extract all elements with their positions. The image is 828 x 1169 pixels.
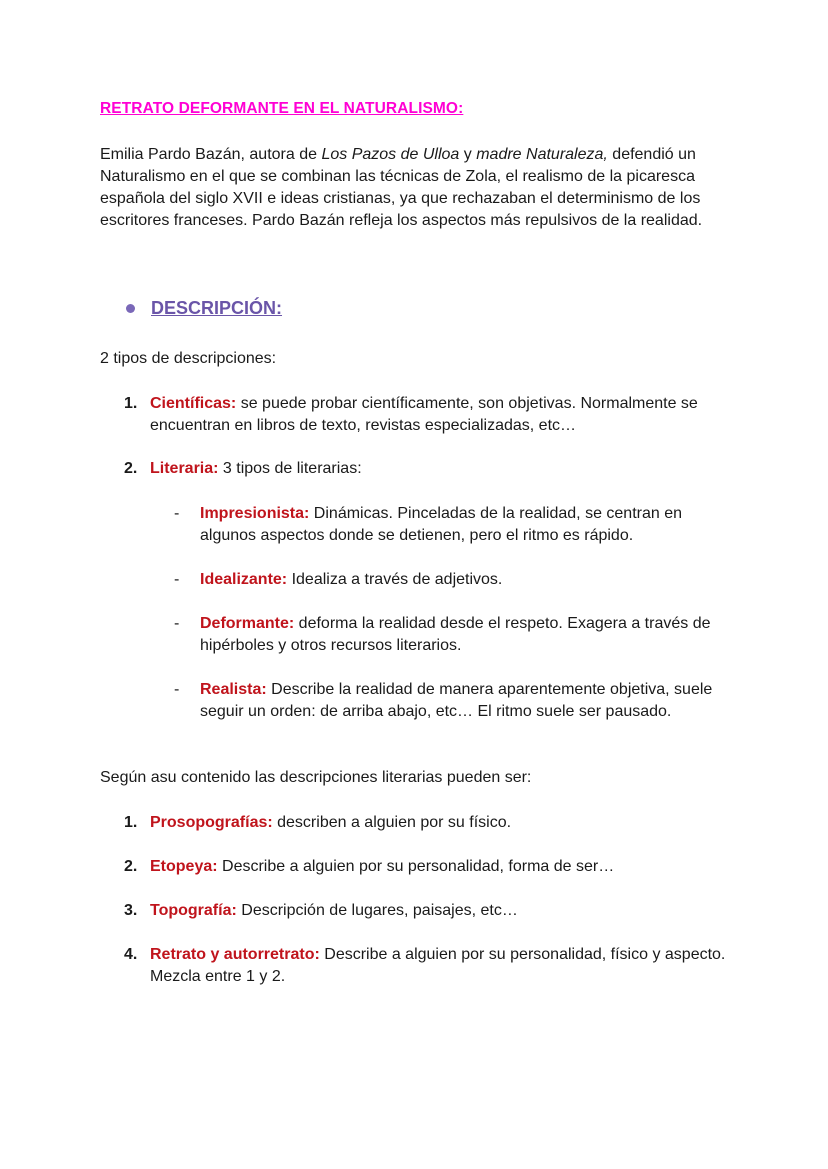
intro-text-2: y (459, 146, 477, 163)
sub-list-term: Realista: (200, 681, 267, 698)
list-item-body (150, 458, 734, 480)
sub-list-item (174, 679, 734, 723)
content-intro: Según asu contenido las descripciones literarias pueden ser: (100, 769, 532, 786)
document-title: RETRATO DEFORMANTE EN EL NATURALISMO: (100, 100, 464, 117)
intro-text-3: defendió un Naturalismo en el que se combinan las técnicas de Zola, el realismo de la picaresca española del siglo XVII e ideas cristianas, ya que rechazaban el determinismo de los escritores franceses. Pardo Bazán refleja los aspectos más repulsivos de la realidad. (100, 146, 703, 229)
list-text: describen a alguien por su físico. (272, 814, 512, 831)
list-term: Literaria: (150, 460, 219, 477)
intro-work-2: madre Naturaleza, (476, 146, 608, 163)
dash-marker: - (174, 571, 180, 588)
dash-marker: - (174, 505, 180, 522)
intro-text-1: Emilia Pardo Bazán, autora de (100, 146, 322, 163)
types-intro: 2 tipos de descripciones: (100, 350, 277, 367)
list-text: Describe a alguien por su personalidad, forma de ser… (217, 858, 615, 875)
list-item (124, 900, 734, 922)
sub-list-item-body (200, 569, 734, 591)
sub-list-item-body (200, 679, 734, 723)
sub-list-item-body (200, 613, 734, 657)
list-number: 4. (124, 946, 138, 963)
dash-marker: - (174, 681, 180, 698)
list-term: Etopeya: (150, 858, 218, 875)
list-term: Científicas: (150, 395, 237, 412)
sub-list-text: Describe la realidad de manera aparentemente objetiva, suele seguir un orden: de arriba abajo, etc… El ritmo suele ser pausado. (200, 681, 713, 720)
list-item (124, 458, 734, 480)
sub-list-text: Idealiza a través de adjetivos. (287, 571, 503, 588)
list-item (124, 856, 734, 878)
list-term: Topografía: (150, 902, 237, 919)
list-number: 2. (124, 460, 138, 477)
list-text: Descripción de lugares, paisajes, etc… (236, 902, 518, 919)
list-number: 1. (124, 814, 138, 831)
sub-list-term: Idealizante: (200, 571, 288, 588)
list-term: Prosopografías: (150, 814, 273, 831)
section-heading-row (126, 298, 282, 319)
sub-list-item (174, 569, 734, 591)
list-item (124, 944, 734, 988)
sub-list-text: deforma la realidad desde el respeto. Exagera a través de hipérboles y otros recursos literarios. (200, 615, 711, 654)
sub-list-term: Impresionista: (200, 505, 310, 522)
list-item-body (150, 900, 734, 922)
list-item-body (150, 944, 734, 988)
sub-list-text: Dinámicas. Pinceladas de la realidad, se centran en algunos aspectos donde se detienen, pero el ritmo es rápido. (200, 505, 683, 544)
sub-list-term: Deformante: (200, 615, 295, 632)
list-item-body (150, 393, 734, 437)
list-item (124, 812, 734, 834)
list-item (124, 393, 734, 437)
list-text: se puede probar científicamente, son objetivas. Normalmente se encuentran en libros de texto, revistas especializadas, etc… (150, 395, 698, 434)
intro-work-1: Los Pazos de Ulloa (321, 146, 460, 163)
list-number: 2. (124, 858, 138, 875)
bullet-dot-icon (126, 304, 135, 313)
list-number: 1. (124, 395, 138, 412)
list-term: Retrato y autorretrato: (150, 946, 320, 963)
sub-list-item (174, 503, 734, 547)
list-text: Describe a alguien por su personalidad, físico y aspecto. Mezcla entre 1 y 2. (150, 946, 726, 985)
dash-marker: - (174, 615, 180, 632)
sub-list-item-body (200, 503, 734, 547)
list-item-body (150, 856, 734, 878)
list-text: 3 tipos de literarias: (218, 460, 362, 477)
intro-paragraph (100, 144, 740, 232)
sub-list-item (174, 613, 734, 657)
list-number: 3. (124, 902, 138, 919)
section-heading: DESCRIPCIÓN: (151, 298, 283, 318)
list-item-body (150, 812, 734, 834)
